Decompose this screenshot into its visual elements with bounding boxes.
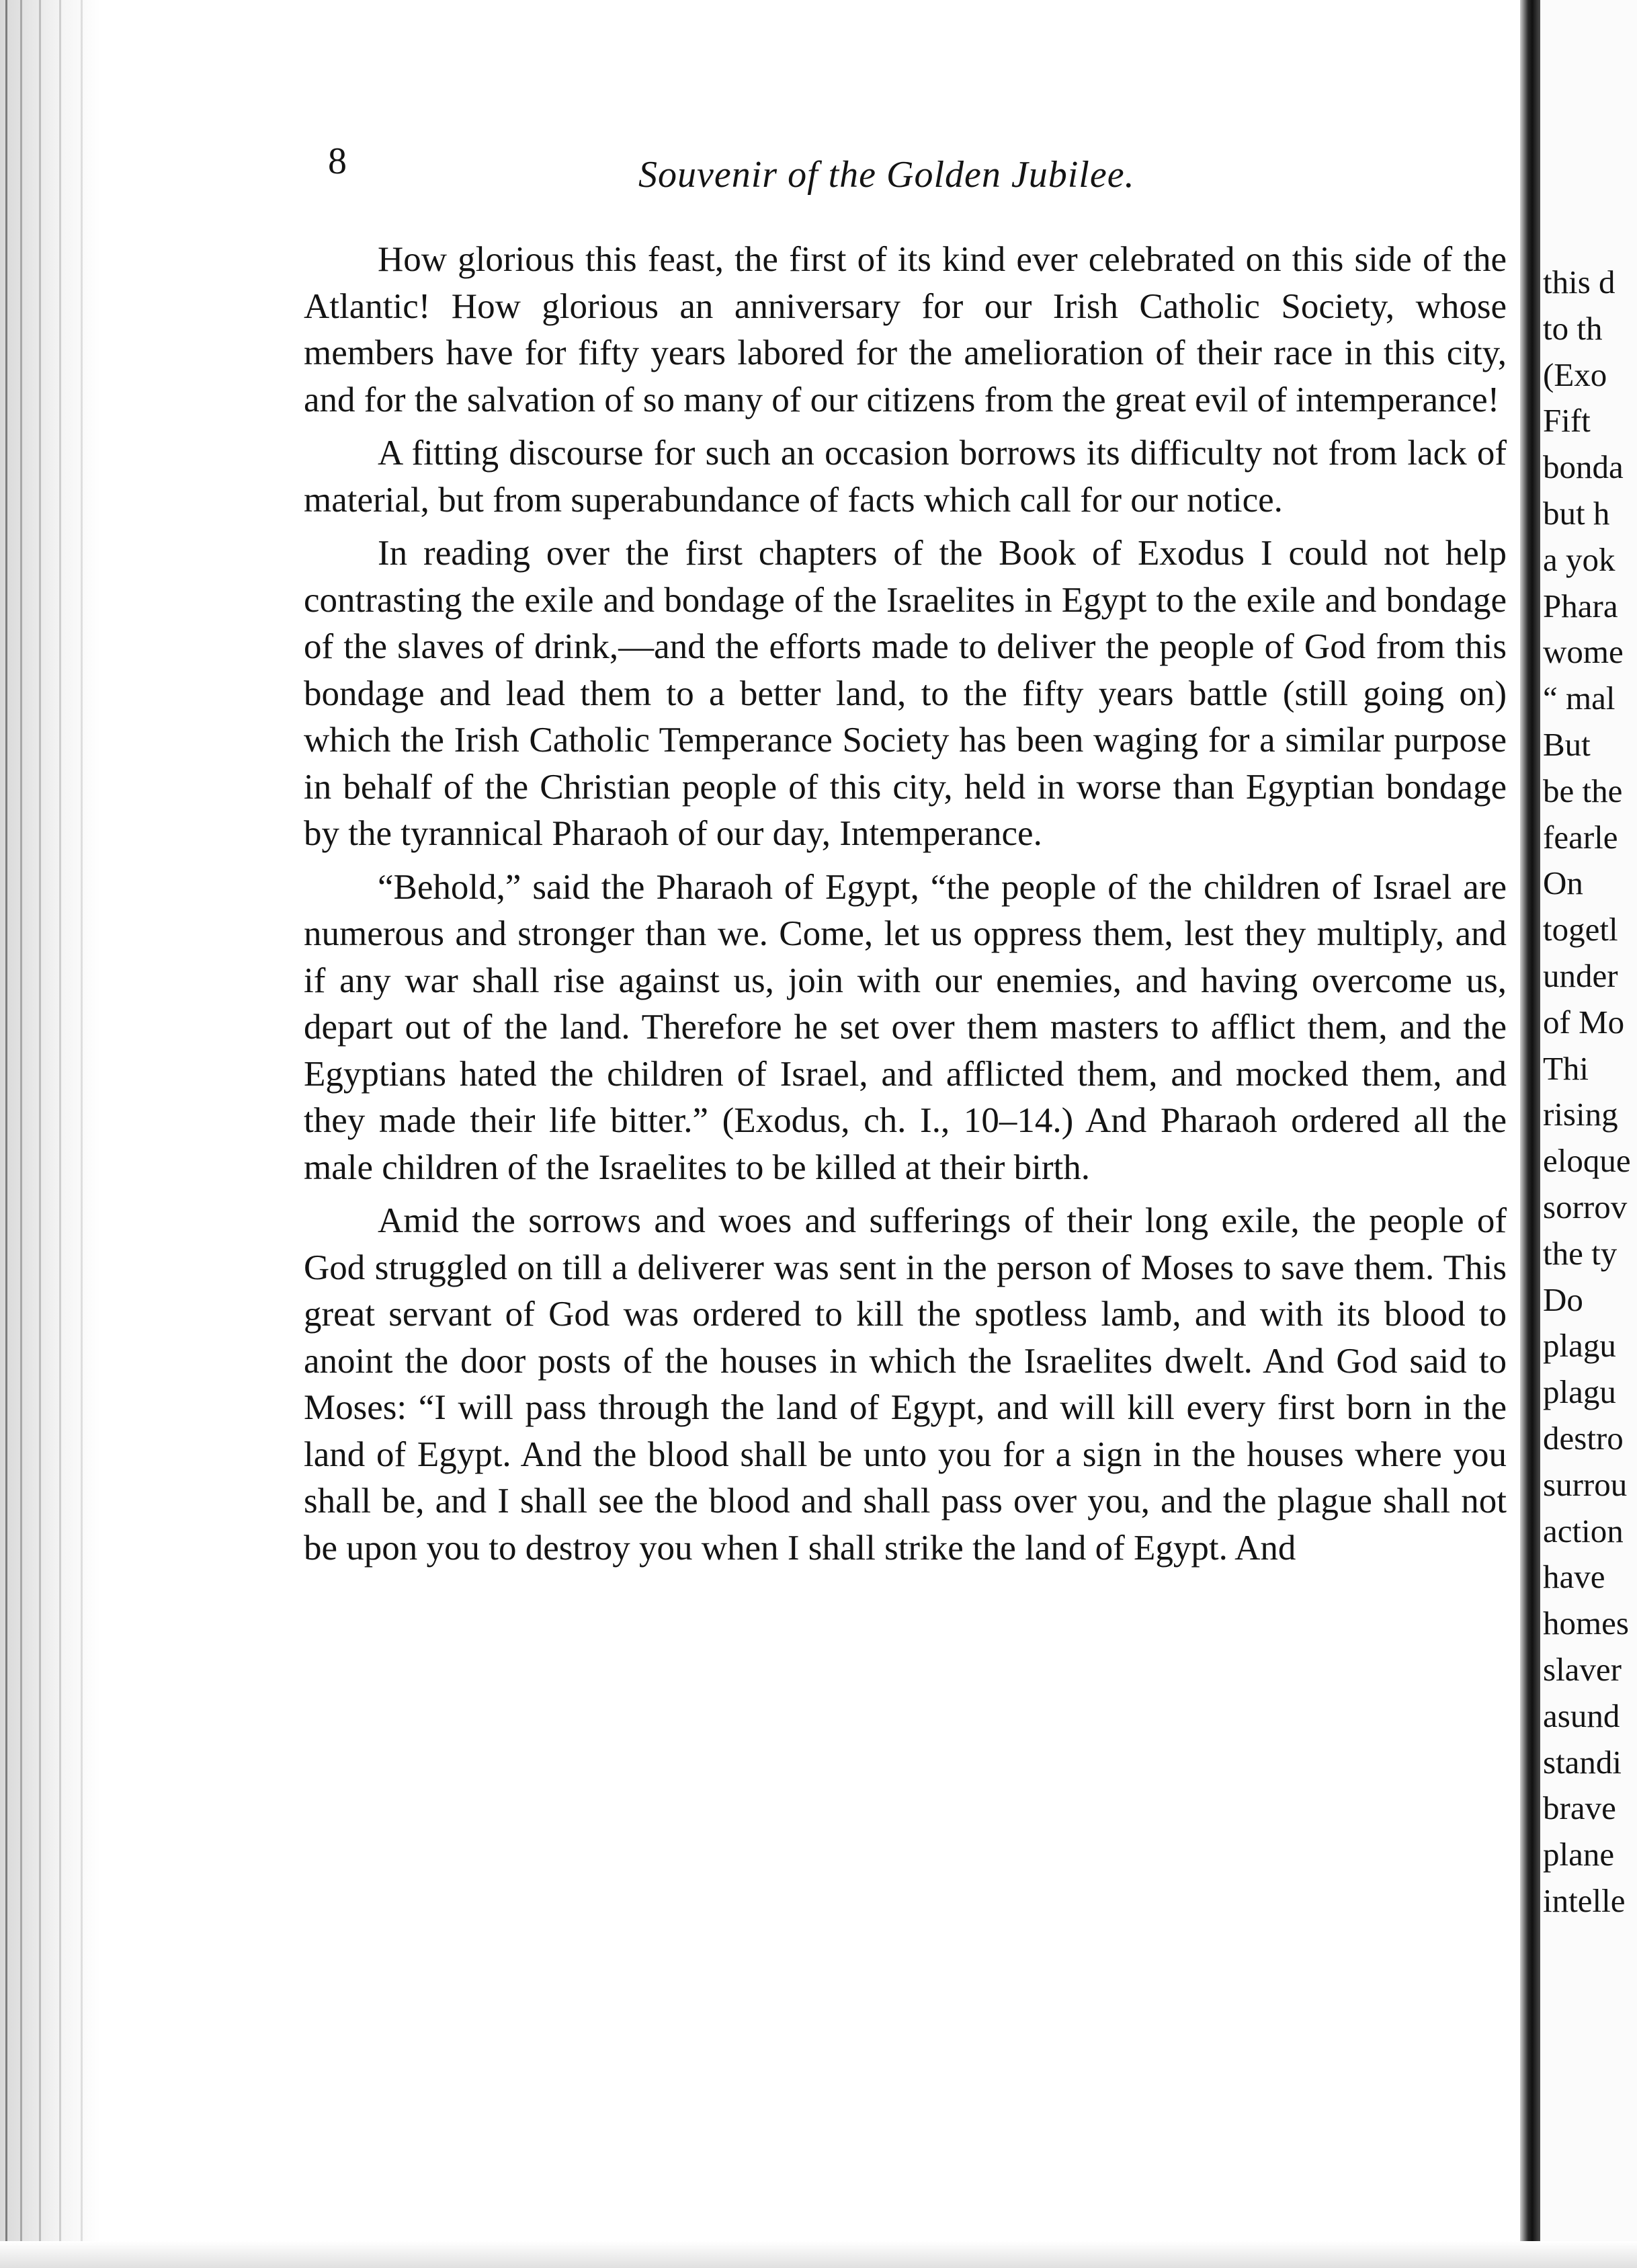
facing-page-line: brave bbox=[1543, 1789, 1616, 1827]
facing-page-text bbox=[1543, 259, 1637, 1925]
facing-page-line: under bbox=[1543, 957, 1618, 994]
paragraph: Amid the sorrows and woes and sufferings of their long exile, the people of God struggled on till a deliverer was sent in the person of Moses to save them. This great servant of God was ordered to kill the spotless lamb, and with its blood to anoint the door posts of the houses in which the Israelites dwelt. And God said to Moses: “I will pass through the land of Egypt, and will kill every first born in the land of Egypt. And the blood shall be unto you for a sign in the houses where you shall be, and I shall see the blood and shall pass over you, and the plague shall not be upon you to destroy you when I shall strike the land of Egypt. And bbox=[304, 1201, 1507, 1568]
facing-page-line: a yok bbox=[1543, 540, 1615, 578]
facing-page-line: But bbox=[1543, 725, 1591, 763]
page-stack-edge bbox=[20, 0, 22, 2268]
facing-page-line: destro bbox=[1543, 1419, 1624, 1457]
facing-page-line: wome bbox=[1543, 633, 1624, 671]
facing-page-line: slaver bbox=[1543, 1650, 1622, 1688]
facing-page-line: asund bbox=[1543, 1697, 1620, 1734]
facing-page-line: On bbox=[1543, 864, 1583, 902]
facing-page-line: Fift bbox=[1543, 402, 1591, 440]
facing-page-line: Phara bbox=[1543, 587, 1618, 624]
page-stack-edge bbox=[5, 0, 7, 2268]
facing-page-line: intelle bbox=[1543, 1881, 1626, 1919]
facing-page-line: to th bbox=[1543, 309, 1603, 347]
paragraph: In reading over the first chapters of the Book of Exodus I could not help contrasting the exile and bondage of the Israelites in Egypt to the exile and bondage of the slaves of drink,—and the efforts made to deliver the people of God from this bondage and lead them to a better land, to the fifty years battle (still going on) which the Irish Catholic Temperance Society has been waging for a similar purpose in behalf of the Christian people of this city, held in worse than Egyptian bondage by the tyrannical Pharaoh of our day, Intemperance. bbox=[304, 534, 1507, 853]
facing-page-line: be the bbox=[1543, 772, 1623, 809]
paragraph: How glorious this feast, the first of its kind ever celebrated on this side of the Atlantic! How glorious an anniversary for our Irish Catholic Society, whose members have for fifty years labored for the amelioration of their race in this city, and for the salvation of so many of our citizens from the great evil of intemperance! bbox=[304, 240, 1507, 419]
page-number: 8 bbox=[328, 140, 347, 182]
page-stack-edge bbox=[81, 0, 83, 2268]
facing-page-line: have bbox=[1543, 1558, 1605, 1596]
paragraph: A fitting discourse for such an occasion borrows its difficulty not from lack of material, but from superabundance of facts which call for our notice. bbox=[304, 434, 1507, 520]
facing-page-line: plagu bbox=[1543, 1327, 1616, 1365]
page-stack-edge bbox=[59, 0, 61, 2268]
facing-page-line: standi bbox=[1543, 1743, 1622, 1781]
facing-page-line: rising bbox=[1543, 1096, 1618, 1133]
facing-page-line: action bbox=[1543, 1512, 1624, 1549]
facing-page-line: (Exo bbox=[1543, 356, 1607, 393]
facing-page-line: but h bbox=[1543, 494, 1610, 532]
facing-page-line: surrou bbox=[1543, 1465, 1628, 1503]
facing-page-line: this d bbox=[1543, 264, 1615, 300]
bottom-edge-shading bbox=[0, 2241, 1637, 2268]
facing-page-line: Do bbox=[1543, 1281, 1583, 1318]
facing-page-line: the ty bbox=[1543, 1234, 1618, 1272]
left-page-edge-shading bbox=[0, 0, 101, 2268]
facing-page-line: homes bbox=[1543, 1605, 1629, 1642]
facing-page-line: plane bbox=[1543, 1836, 1615, 1873]
facing-page-line: plagu bbox=[1543, 1373, 1616, 1411]
facing-page-line: fearle bbox=[1543, 818, 1618, 856]
facing-page-line: sorrov bbox=[1543, 1188, 1628, 1225]
facing-page-line: eloque bbox=[1543, 1142, 1631, 1180]
page-stack-edge bbox=[39, 0, 41, 2268]
facing-page-line: togetl bbox=[1543, 911, 1618, 948]
facing-page-line: bonda bbox=[1543, 448, 1624, 486]
facing-page-line: “ mal bbox=[1543, 680, 1615, 717]
facing-page-line: of Mo bbox=[1543, 1003, 1625, 1041]
book-gutter bbox=[1520, 0, 1540, 2268]
body-text bbox=[304, 237, 1507, 1572]
facing-page-line: Thi bbox=[1543, 1049, 1589, 1087]
paragraph: “Behold,” said the Pharaoh of Egypt, “the people of the children of Israel are numerous and stronger than we. Come, let us oppress them, lest they multiply, and if any war shall rise against us, join with our enemies, and having overcome us, depart out of the land. Therefore he set over them masters to afflict them, and the Egyptians hated the children of Israel, and afflicted them, and mocked them, and they made their life bitter.” (Exodus, ch. I., 10–14.) And Pharaoh ordered all the male children of the Israelites to be killed at their birth. bbox=[304, 867, 1507, 1187]
running-head: Souvenir of the Golden Jubilee. bbox=[638, 154, 1135, 196]
